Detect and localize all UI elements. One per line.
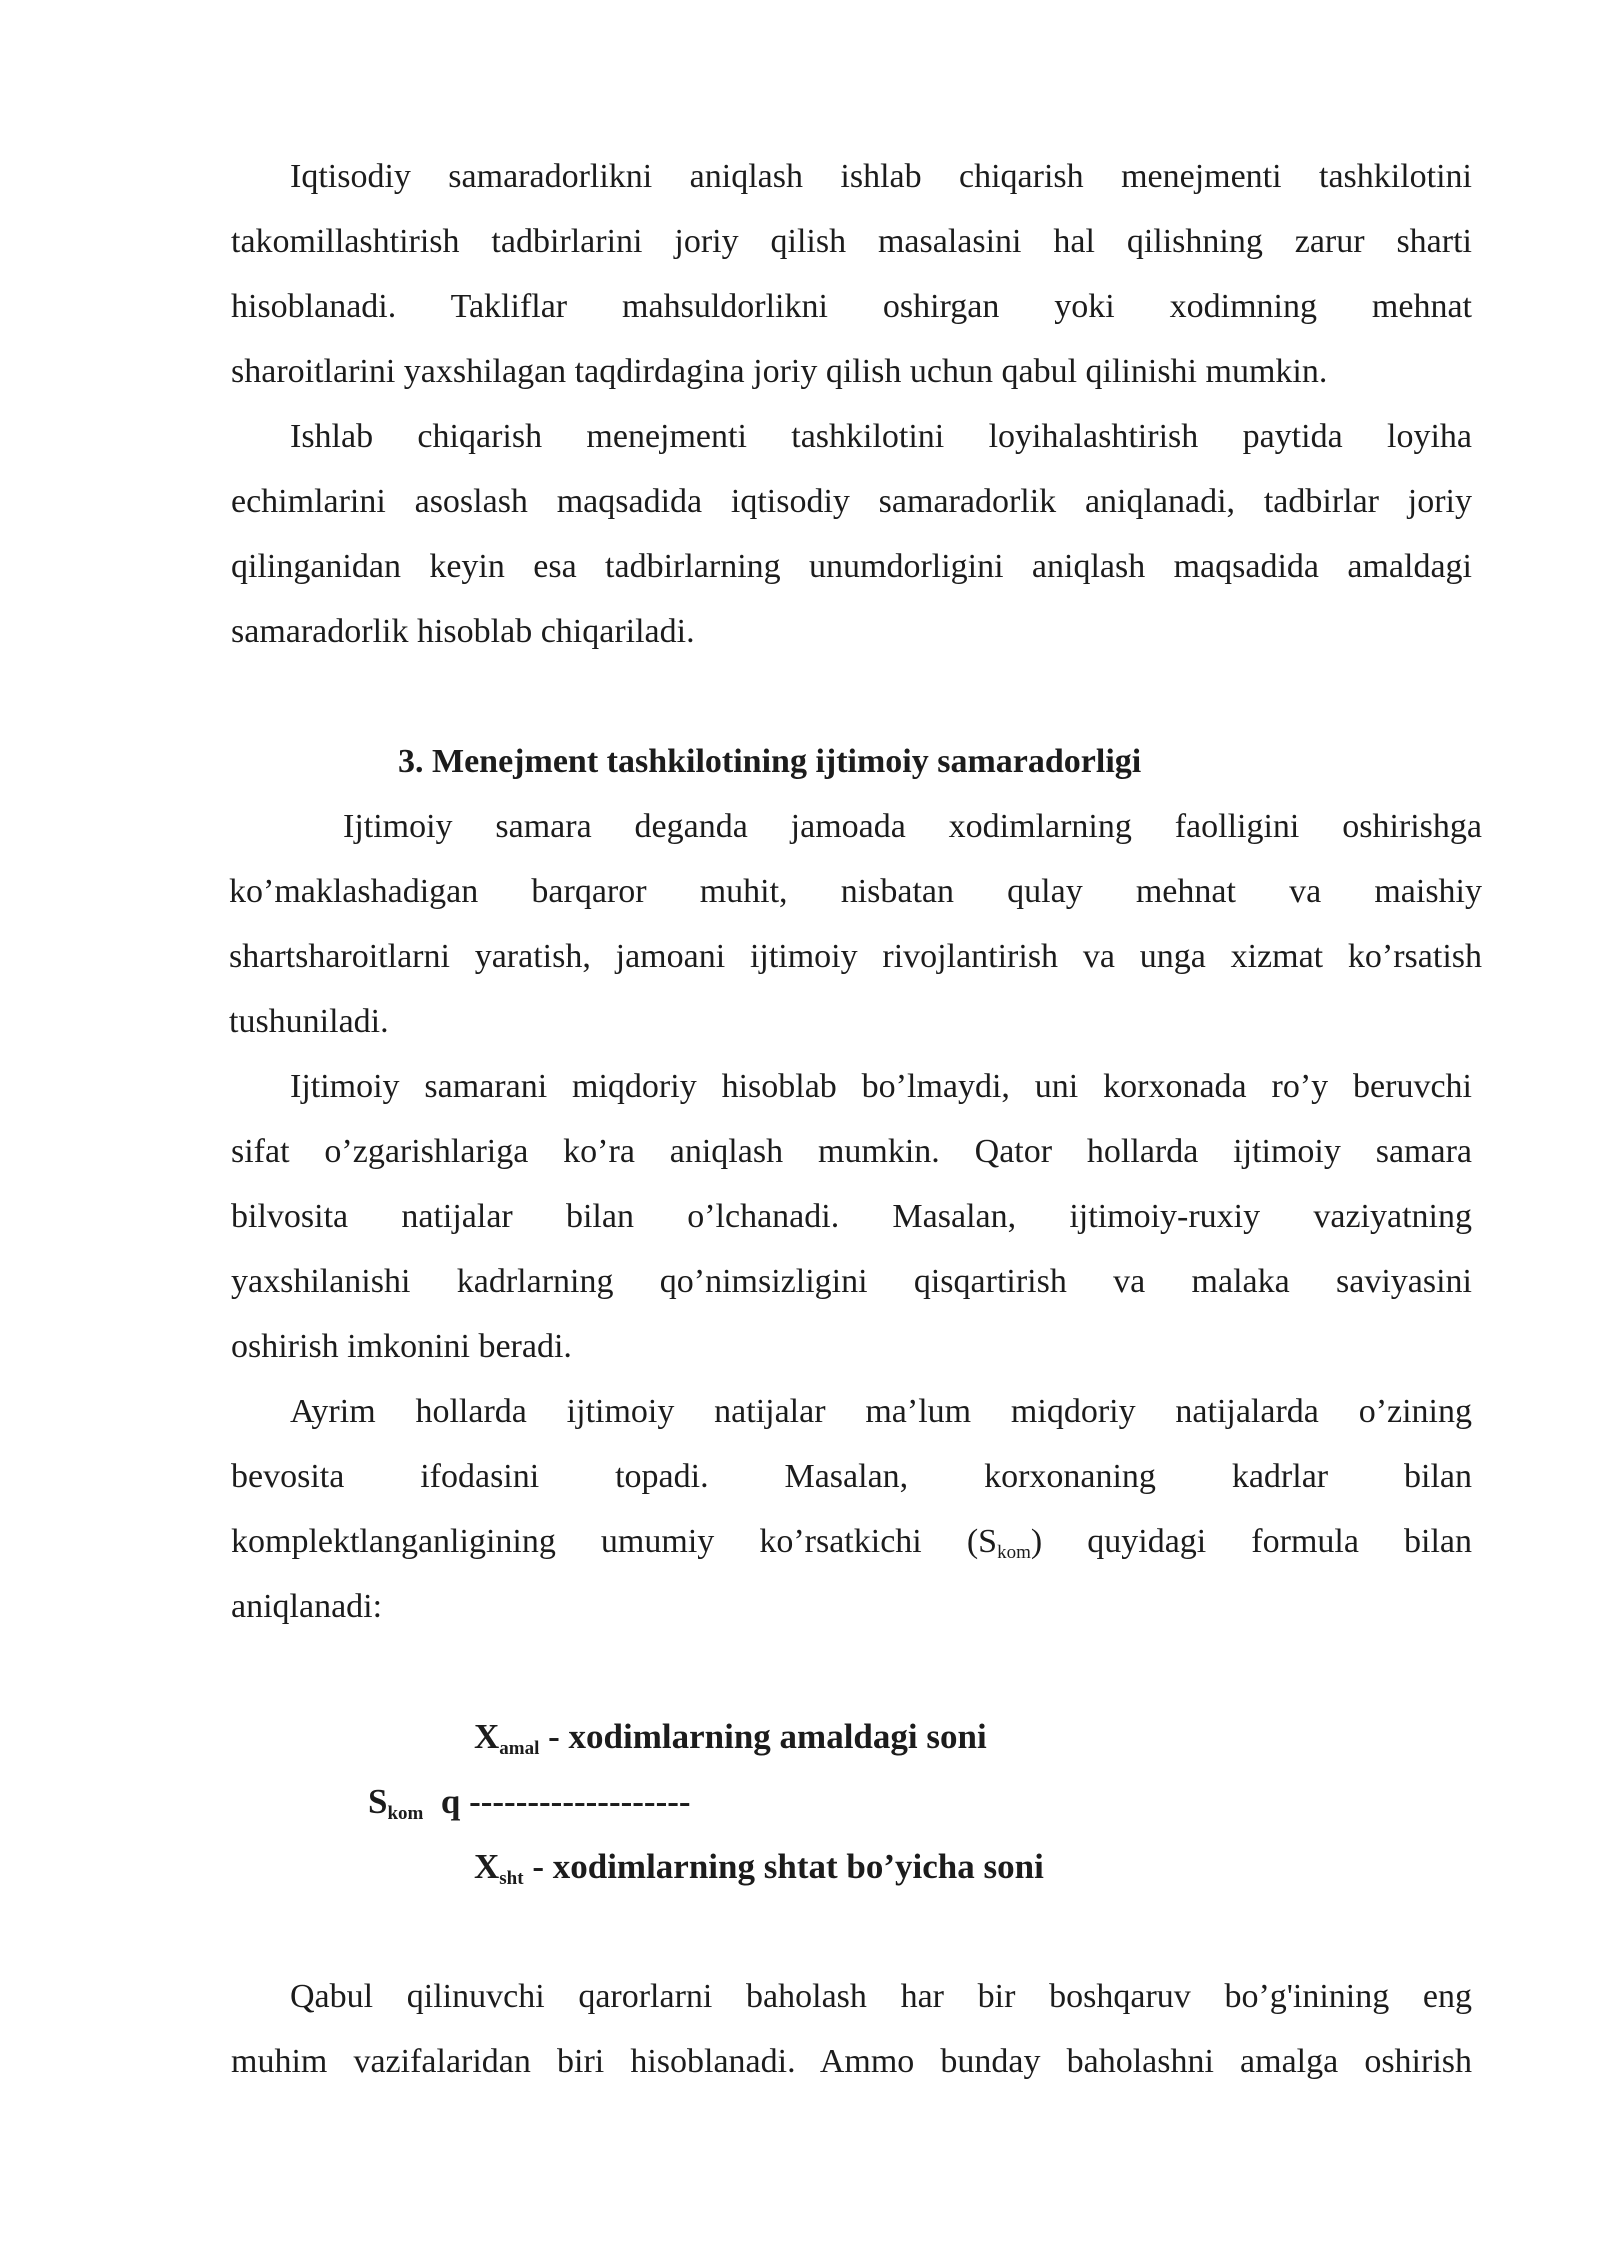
text-line: aniqlanadi: <box>231 1588 383 1625</box>
text-line: samaradorlik hisoblab chiqariladi. <box>231 613 695 650</box>
text-line: sharoitlarini yaxshilagan taqdirdagina joriy qilish uchun qabul qilinishi mumkin. <box>231 353 1328 390</box>
text-line: Ishlab chiqarish menejmenti tashkilotini loyihalashtirish paytida loyiha <box>290 418 1472 455</box>
formula-var: X <box>474 1847 500 1886</box>
text-fragment: ) quyidagi formula bilan <box>1030 1523 1473 1560</box>
text-fragment: komplektlanganligining umumiy ko’rsatkichi (S <box>231 1523 998 1560</box>
section-heading: 3. Menejment tashkilotining ijtimoiy samaradorligi <box>398 743 1142 780</box>
formula-denominator <box>474 1847 1044 1887</box>
formula-var: S <box>368 1782 388 1821</box>
text-line-with-subscript <box>231 1522 1472 1562</box>
formula-var: X <box>474 1717 500 1756</box>
text-line: oshirish imkonini beradi. <box>231 1328 572 1365</box>
text-line: shartsharoitlarni yaratish, jamoani ijtimoiy rivojlantirish va unga xizmat ko’rsatish <box>229 938 1482 975</box>
text-line: bilvosita natijalar bilan o’lchanadi. Masalan, ijtimoiy-ruxiy vaziyatning <box>231 1198 1472 1235</box>
text-line: ko’maklashadigan barqaror muhit, nisbatan qulay mehnat va maishiy <box>229 873 1482 910</box>
formula-desc: - xodimlarning amaldagi soni <box>539 1717 987 1756</box>
subscript-kom: kom <box>997 1542 1031 1563</box>
text-line: muhim vazifalaridan biri hisoblanadi. Ammo bunday baholashni amalga oshirish <box>231 2043 1472 2080</box>
text-line: Ijtimoiy samara deganda jamoada xodimlarning faolligini oshirishga <box>343 808 1482 845</box>
formula-desc: - xodimlarning shtat bo’yicha soni <box>523 1847 1044 1886</box>
text-line: bevosita ifodasini topadi. Masalan, korxonaning kadrlar bilan <box>231 1458 1472 1495</box>
text-line: qilinganidan keyin esa tadbirlarning unumdorligini aniqlash maqsadida amaldagi <box>231 548 1472 585</box>
text-line: sifat o’zgarishlariga ko’ra aniqlash mumkin. Qator hollarda ijtimoiy samara <box>231 1133 1472 1170</box>
text-line: hisoblanadi. Takliflar mahsuldorlikni oshirgan yoki xodimning mehnat <box>231 288 1472 325</box>
formula-subscript: sht <box>499 1868 524 1889</box>
formula-numerator <box>474 1717 987 1757</box>
formula-subscript: amal <box>499 1738 540 1759</box>
text-line: Qabul qilinuvchi qarorlarni baholash har bir boshqaruv bo’g'inining eng <box>290 1978 1472 2015</box>
text-line: echimlarini asoslash maqsadida iqtisodiy samaradorlik aniqlanadi, tadbirlar joriy <box>231 483 1472 520</box>
formula-subscript: kom <box>387 1803 424 1824</box>
text-line: Ayrim hollarda ijtimoiy natijalar ma’lum miqdoriy natijalarda o’zining <box>290 1393 1472 1430</box>
text-line: takomillashtirish tadbirlarini joriy qilish masalasini hal qilishning zarur sharti <box>231 223 1472 260</box>
formula-fraction-bar: q ------------------- <box>423 1782 691 1821</box>
text-line: Iqtisodiy samaradorlikni aniqlash ishlab chiqarish menejmenti tashkilotini <box>290 158 1472 195</box>
text-line: tushuniladi. <box>229 1003 389 1040</box>
text-line: yaxshilanishi kadrlarning qo’nimsizligini qisqartirish va malaka saviyasini <box>231 1263 1472 1300</box>
text-line: Ijtimoiy samarani miqdoriy hisoblab bo’lmaydi, uni korxonada ro’y beruvchi <box>290 1068 1472 1105</box>
formula-equation-line <box>368 1782 691 1822</box>
